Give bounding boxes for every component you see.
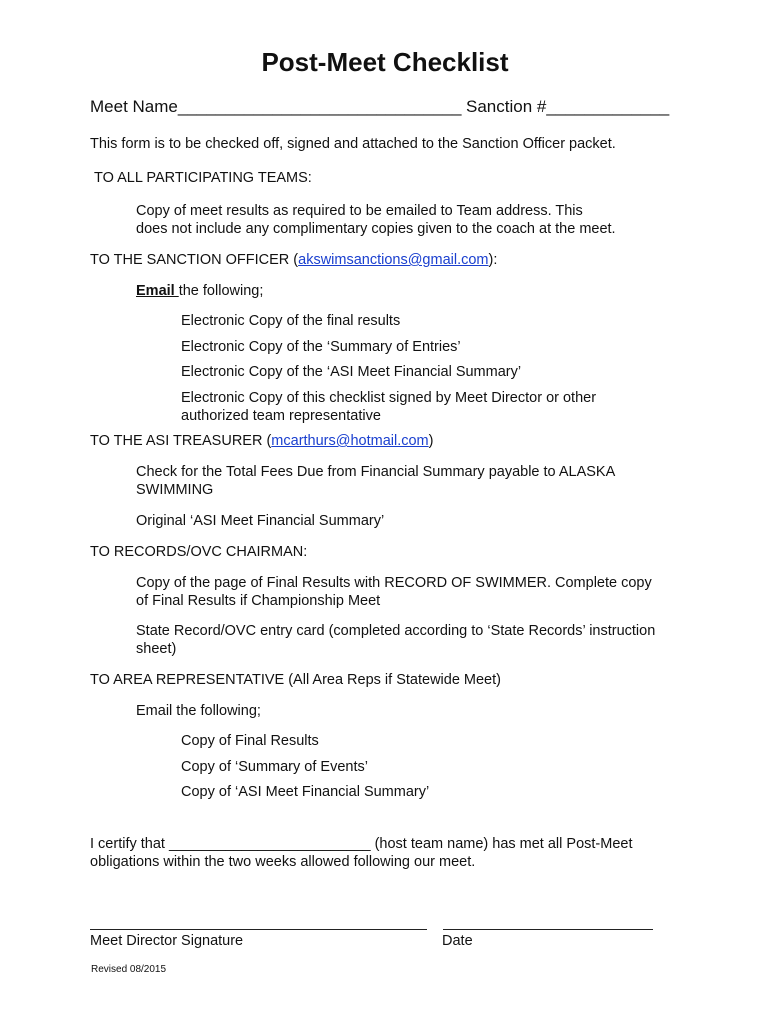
sanction-officer-item: Electronic Copy of the ‘ASI Meet Financial Summary’ — [181, 364, 522, 380]
area-rep-item: Copy of ‘Summary of Events’ — [181, 759, 368, 775]
sanction-officer-heading-prefix: TO THE SANCTION OFFICER ( — [90, 252, 299, 268]
certify-line2: obligations within the two weeks allowed following our meet. — [90, 854, 476, 870]
treasurer-heading-prefix: TO THE ASI TREASURER ( — [90, 433, 272, 449]
meet-name-field[interactable]: Meet Name______________________________ — [90, 97, 462, 116]
intro-text: This form is to be checked off, signed and attached to the Sanction Officer packet. — [90, 136, 616, 152]
sanction-officer-item: Electronic Copy of the final results — [181, 313, 401, 329]
treasurer-item: Original ‘ASI Meet Financial Summary’ — [136, 513, 385, 529]
records-item2-line2: sheet) — [136, 641, 177, 657]
area-rep-item: Copy of ‘ASI Meet Financial Summary’ — [181, 784, 430, 800]
sanction-officer-heading — [90, 251, 497, 269]
treasurer-item-line1: Check for the Total Fees Due from Financial Summary payable to ALASKA — [136, 464, 616, 480]
treasurer-heading — [90, 432, 433, 450]
area-rep-item: Copy of Final Results — [181, 733, 319, 749]
treasurer-item-line2: SWIMMING — [136, 482, 214, 498]
sanction-number-field[interactable]: Sanction #_____________ — [466, 97, 670, 116]
area-rep-heading: TO AREA REPRESENTATIVE (All Area Reps if Statewide Meet) — [90, 672, 501, 688]
director-signature-label: Meet Director Signature — [90, 933, 244, 949]
records-item-line2: of Final Results if Championship Meet — [136, 593, 381, 609]
page-title: Post-Meet Checklist — [261, 47, 509, 77]
area-rep-email-instruction: Email the following; — [136, 703, 261, 719]
records-heading: TO RECORDS/OVC CHAIRMAN: — [90, 544, 308, 560]
sanction-officer-item: Electronic Copy of this checklist signed by Meet Director or other — [181, 390, 597, 406]
certify-line1[interactable]: I certify that _________________________ (host team name) has met all Post-Meet — [90, 836, 633, 852]
teams-item-line2: does not include any complimentary copies given to the coach at the meet. — [136, 221, 616, 237]
sanction-officer-email-instruction — [136, 282, 263, 300]
revision-note: Revised 08/2015 — [91, 964, 167, 975]
sanction-officer-item-continued: authorized team representative — [181, 408, 381, 424]
sanction-officer-item: Electronic Copy of the ‘Summary of Entries’ — [181, 339, 461, 355]
date-label: Date — [442, 933, 473, 949]
records-item-line1: Copy of the page of Final Results with RECORD OF SWIMMER. Complete copy — [136, 575, 652, 591]
teams-heading: TO ALL PARTICIPATING TEAMS: — [94, 170, 312, 186]
sanction-officer-email-link[interactable]: akswimsanctions@gmail.com — [298, 252, 489, 268]
email-emphasis: Email — [136, 283, 179, 299]
records-item2-line1: State Record/OVC entry card (completed according to ‘State Records’ instruction — [136, 623, 656, 639]
sanction-officer-heading-suffix: ): — [488, 252, 498, 268]
treasurer-heading-suffix: ) — [428, 433, 434, 449]
treasurer-email-link[interactable]: mcarthurs@hotmail.com — [271, 433, 429, 449]
director-signature-line[interactable] — [90, 929, 427, 930]
teams-item-line1: Copy of meet results as required to be emailed to Team address. This — [136, 203, 583, 219]
date-line[interactable] — [443, 929, 653, 930]
email-instruction-rest: the following; — [178, 283, 264, 299]
